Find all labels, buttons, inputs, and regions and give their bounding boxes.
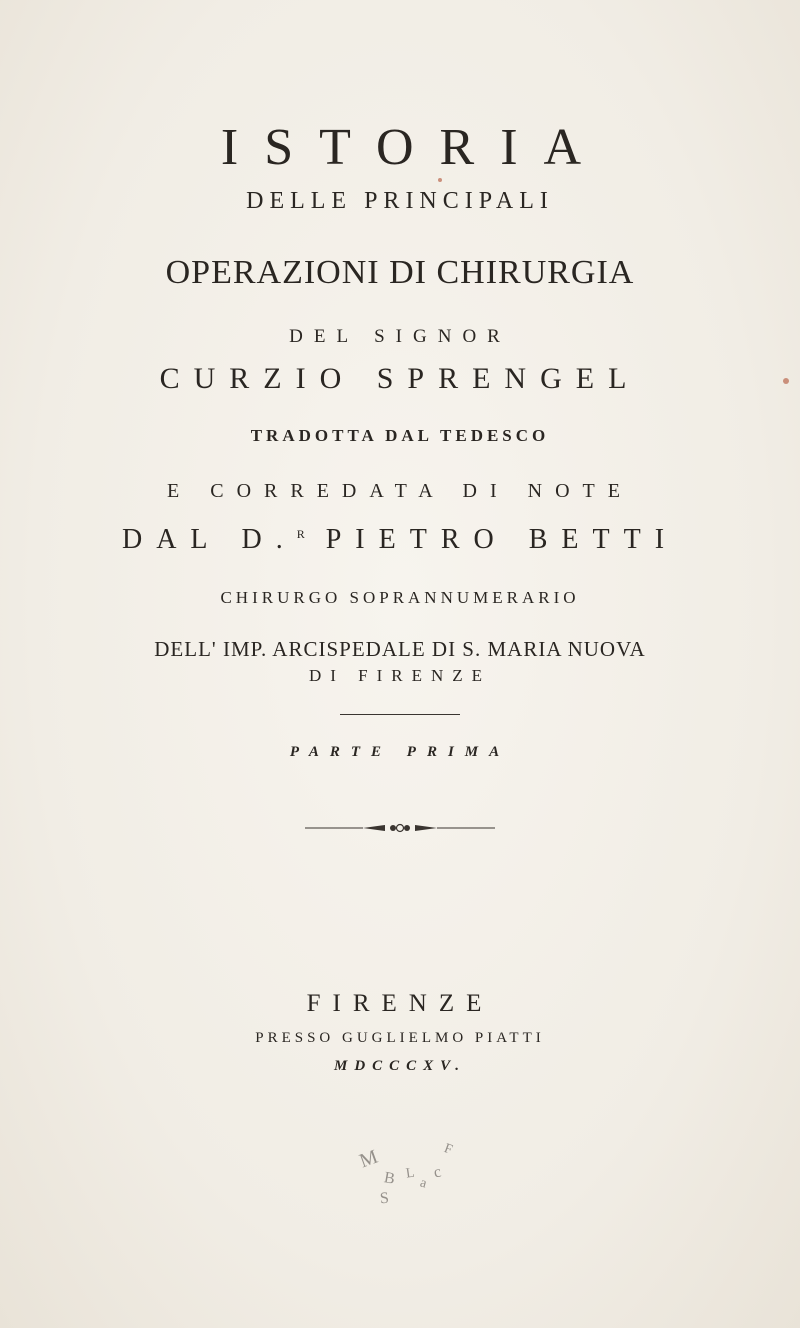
imprint-year: MDCCCXV. <box>333 1058 466 1074</box>
author-name: CURZIO SPRENGEL <box>159 362 641 395</box>
stamp-letter: M <box>356 1145 381 1173</box>
divider-rule <box>340 714 460 715</box>
hospital-city: DI FIRENZE <box>308 666 492 685</box>
translator-role: CHIRURGO SOPRANNUMERARIO <box>220 588 580 607</box>
book-title: ISTORIA <box>220 119 608 176</box>
subtitle-delle: DELLE PRINCIPALI <box>246 188 554 214</box>
translator-line <box>0 524 800 556</box>
foxing-spot <box>438 178 442 182</box>
ornament-divider <box>305 822 495 834</box>
subtitle-operazioni: OPERAZIONI DI CHIRURGIA <box>165 254 635 291</box>
stamp-letter: B <box>382 1169 397 1188</box>
translator-sup: R <box>296 527 305 541</box>
translator-prefix: DAL D. <box>121 524 297 555</box>
stamp-letter: c <box>432 1163 443 1182</box>
stamp-letter: a <box>418 1175 429 1192</box>
stamp-letter: S <box>379 1189 390 1208</box>
stamp-letter: L <box>404 1165 416 1182</box>
stamp-letter: F <box>441 1141 455 1158</box>
imprint-publisher: PRESSO GUGLIELMO PIATTI <box>255 1030 545 1046</box>
translator-name: PIETRO BETTI <box>325 524 679 555</box>
subtitle-del-signor: DEL SIGNOR <box>289 326 511 347</box>
foxing-spot <box>783 378 789 384</box>
hospital-name: DELL' IMP. ARCISPEDALE DI S. MARIA NUOVA <box>154 637 646 661</box>
imprint-city: FIRENZE <box>306 990 494 1017</box>
annotation-note: E CORREDATA DI NOTE <box>167 480 633 502</box>
translation-note: TRADOTTA DAL TEDESCO <box>250 426 550 445</box>
library-stamp <box>340 1140 460 1220</box>
part-label: PARTE PRIMA <box>289 744 511 760</box>
